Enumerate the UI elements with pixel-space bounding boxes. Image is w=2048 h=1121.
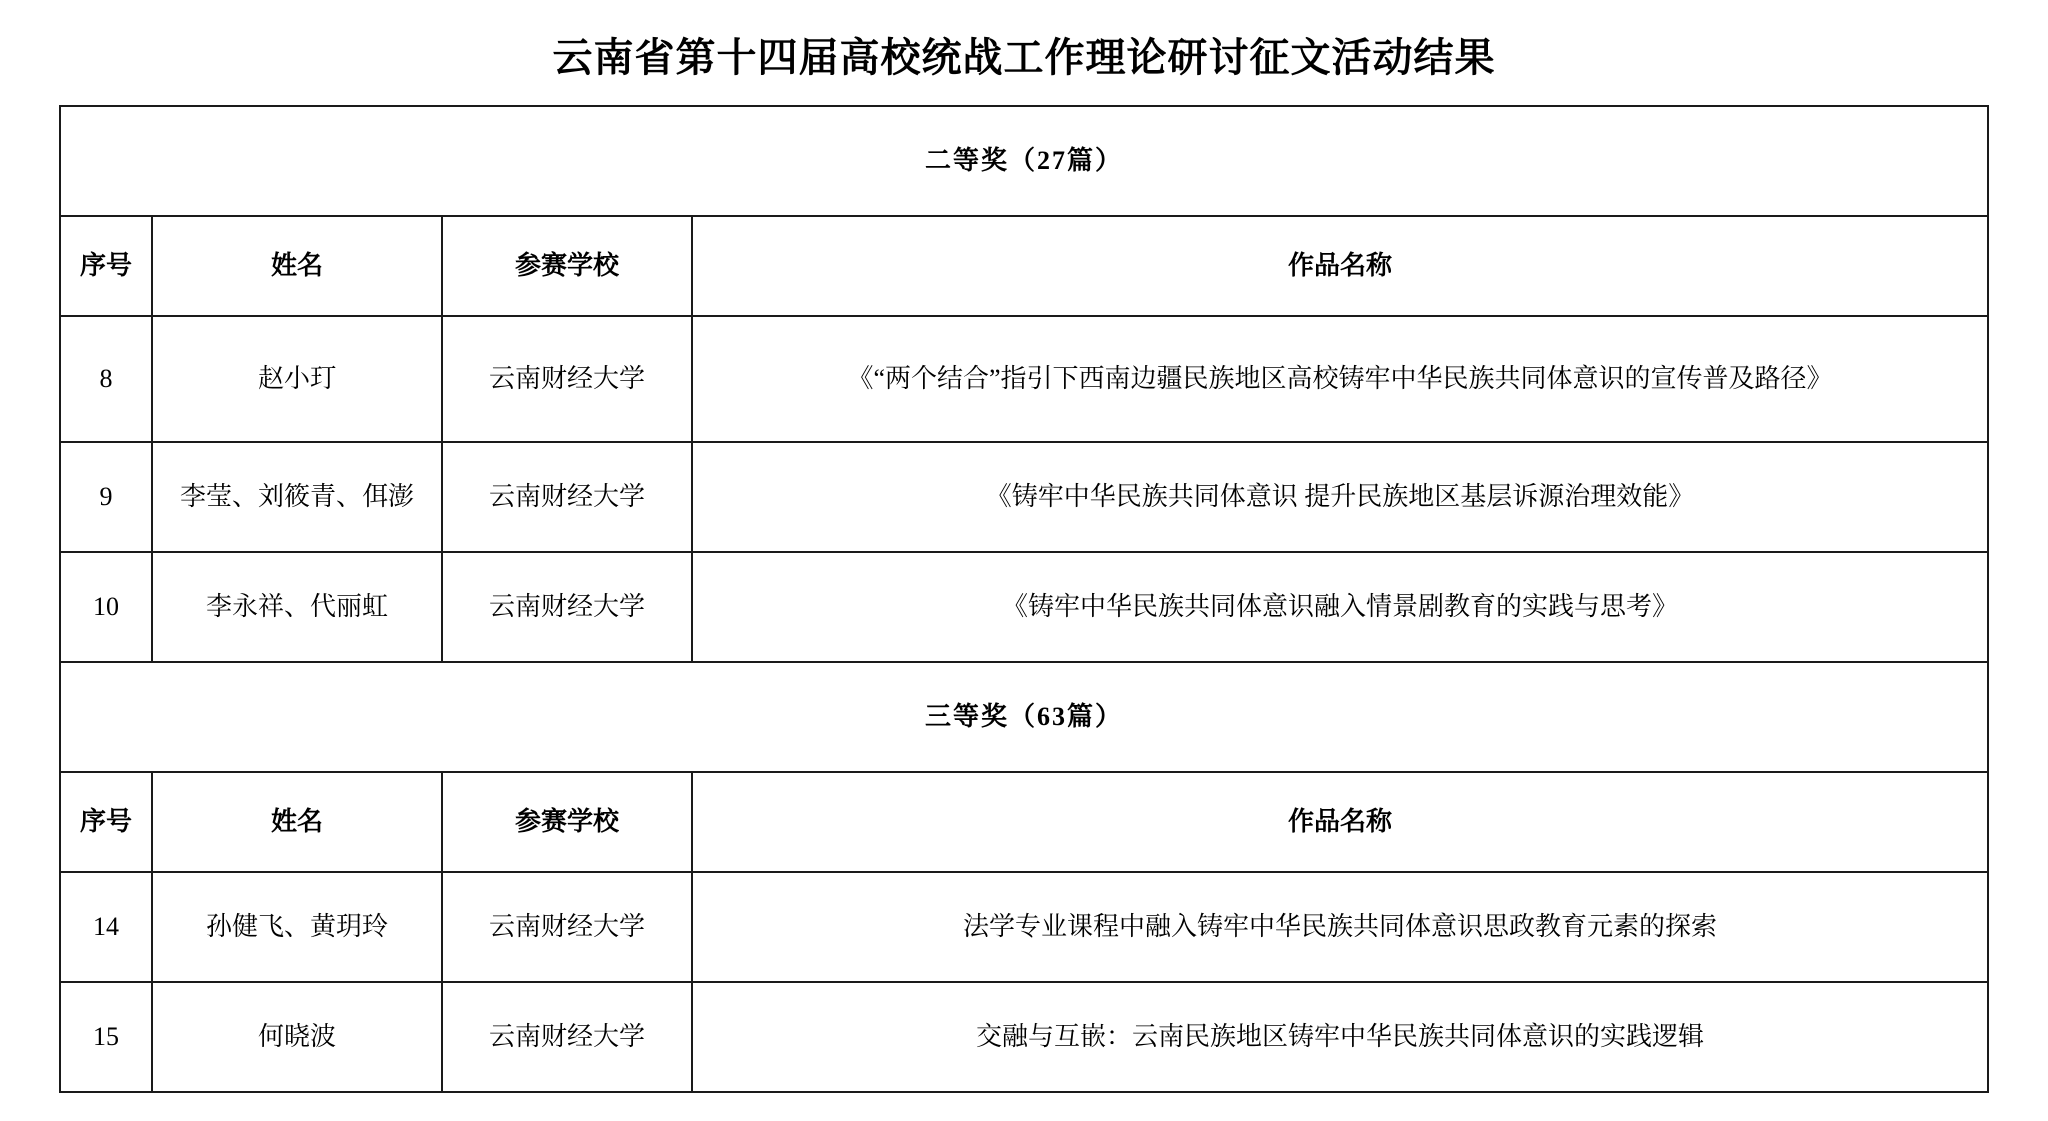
row-school: 云南财经大学 bbox=[442, 872, 692, 982]
column-header-name: 姓名 bbox=[152, 216, 442, 316]
table-row bbox=[60, 442, 1988, 552]
row-work: 法学专业课程中融入铸牢中华民族共同体意识思政教育元素的探索 bbox=[692, 872, 1988, 982]
column-header-index: 序号 bbox=[60, 772, 152, 872]
page-title: 云南省第十四届高校统战工作理论研讨征文活动结果 bbox=[552, 35, 1496, 80]
row-work: 交融与互嵌：云南民族地区铸牢中华民族共同体意识的实践逻辑 bbox=[692, 982, 1988, 1092]
column-header-name: 姓名 bbox=[152, 772, 442, 872]
section-heading: 二等奖（27篇） bbox=[60, 106, 1988, 216]
row-name: 孙健飞、黄玥玲 bbox=[152, 872, 442, 982]
row-school: 云南财经大学 bbox=[442, 552, 692, 662]
row-name: 赵小玎 bbox=[152, 316, 442, 442]
section-heading-row bbox=[60, 106, 1988, 216]
section-heading-row bbox=[60, 662, 1988, 772]
column-header-work: 作品名称 bbox=[692, 216, 1988, 316]
document-page bbox=[0, 26, 2048, 1121]
table-row bbox=[60, 872, 1988, 982]
row-work: 《铸牢中华民族共同体意识融入情景剧教育的实践与思考》 bbox=[692, 552, 1988, 662]
row-index: 14 bbox=[60, 872, 152, 982]
row-school: 云南财经大学 bbox=[442, 316, 692, 442]
table-row bbox=[60, 982, 1988, 1092]
table-row bbox=[60, 316, 1988, 442]
row-index: 8 bbox=[60, 316, 152, 442]
section-heading: 三等奖（63篇） bbox=[60, 662, 1988, 772]
row-index: 10 bbox=[60, 552, 152, 662]
row-index: 15 bbox=[60, 982, 152, 1092]
row-name: 何晓波 bbox=[152, 982, 442, 1092]
column-header-school: 参赛学校 bbox=[442, 216, 692, 316]
row-index: 9 bbox=[60, 442, 152, 552]
column-header-row bbox=[60, 772, 1988, 872]
row-school: 云南财经大学 bbox=[442, 982, 692, 1092]
row-school: 云南财经大学 bbox=[442, 442, 692, 552]
results-table bbox=[59, 105, 1989, 1093]
row-work: 《铸牢中华民族共同体意识 提升民族地区基层诉源治理效能》 bbox=[692, 442, 1988, 552]
column-header-index: 序号 bbox=[60, 216, 152, 316]
row-work: 《“两个结合”指引下西南边疆民族地区高校铸牢中华民族共同体意识的宣传普及路径》 bbox=[692, 316, 1988, 442]
column-header-school: 参赛学校 bbox=[442, 772, 692, 872]
table-row bbox=[60, 552, 1988, 662]
column-header-work: 作品名称 bbox=[692, 772, 1988, 872]
row-name: 李永祥、代丽虹 bbox=[152, 552, 442, 662]
column-header-row bbox=[60, 216, 1988, 316]
row-name: 李莹、刘筱青、佴澎 bbox=[152, 442, 442, 552]
